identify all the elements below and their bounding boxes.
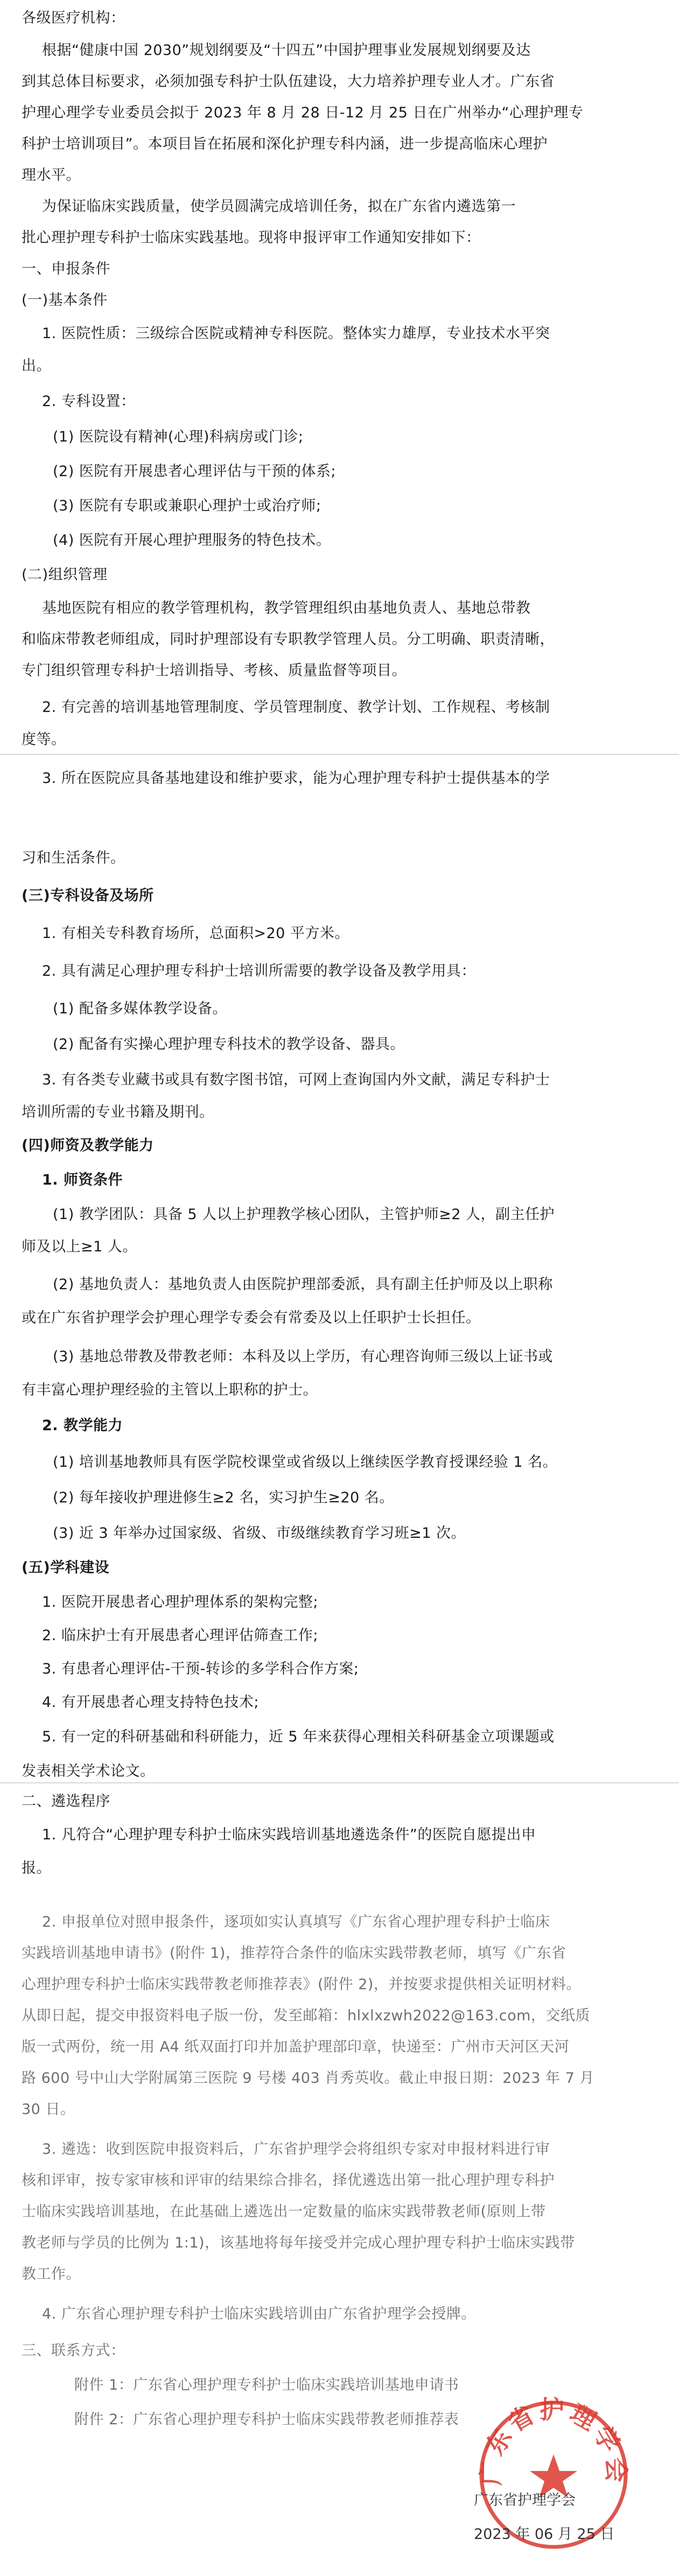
procedure-item: 士临床实践培训基地，在此基础上遴选出一定数量的临床实践带教老师(原则上带: [22, 2203, 546, 2220]
teaching-item: (1) 培训基地教师具有医学院校课堂或省级以上继续医学教育授课经验 1 名。: [53, 1454, 558, 1471]
subsection-heading: (二)组织管理: [22, 566, 108, 583]
subsection-heading: (五)学科建设: [22, 1559, 110, 1576]
teaching-item: (2) 每年接收护理进修生≥2 名，实习护生≥20 名。: [53, 1489, 394, 1506]
faculty-item: (3) 基地总带教及带教老师：本科及以上学历，有心理咨询师三级以上证书或: [53, 1348, 553, 1365]
procedure-item: 核和评审，按专家审核和评审的结果综合排名，择优遴选出第一批心理护理专科护: [22, 2172, 555, 2189]
equipment-item: 2. 具有满足心理护理专科护士培训所需要的教学设备及教学用具：: [42, 963, 476, 979]
faculty-item: 师及以上≥1 人。: [22, 1238, 137, 1255]
attachment-item: 附件 2：广东省心理护理专科护士临床实践带教老师推荐表: [74, 2411, 459, 2428]
condition-item: 2. 专科设置：: [42, 393, 136, 410]
equipment-item: (2) 配备有实操心理护理专科技术的教学设备、器具。: [53, 1036, 405, 1053]
procedure-item: 路 600 号中山大学附属第三医院 9 号楼 403 肖秀英收。截止申报日期：2023 年 7 月: [22, 2070, 594, 2087]
condition-item: (4) 医院有开展心理护理服务的特色技术。: [53, 532, 331, 549]
procedure-item: 实践培训基地申请书》(附件 1)，推荐符合条件的临床实践带教老师，填写《广东省: [22, 1945, 566, 1962]
management-item: 和临床带教老师组成，同时护理部设有专职教学管理人员。分工明确、职责清晰，: [22, 631, 555, 648]
faculty-item: (2) 基地负责人：基地负责人由医院护理部委派，具有副主任护师及以上职称: [53, 1276, 553, 1293]
intro-line: 到其总体目标要求，必须加强专科护士队伍建设，大力培养护理专业人才。广东省: [22, 73, 555, 90]
procedure-item: 版一式两份，统一用 A4 纸双面打印并加盖护理部印章，快递至：广州市天河区天河: [22, 2039, 570, 2055]
intro-line: 批心理护理专科护士临床实践基地。现将申报评审工作通知安排如下：: [22, 229, 481, 246]
equipment-item: 3. 有各类专业藏书或具有数字图书馆，可网上查询国内外文献，满足专科护士: [42, 1072, 550, 1088]
management-item: 习和生活条件。: [22, 850, 125, 866]
svg-text:广东省护理学会: 广东省护理学会: [476, 2395, 631, 2486]
subsection-heading: (一)基本条件: [22, 292, 108, 309]
faculty-item: 或在广东省护理学会护理心理学专委会有常委及以上任职护士长担任。: [22, 1310, 481, 1326]
subsub-heading: 1. 师资条件: [42, 1172, 123, 1188]
condition-item: (3) 医院有专职或兼职心理护士或治疗师;: [53, 498, 321, 514]
procedure-item: 心理护理专科护士临床实践带教老师推荐表》(附件 2)，并按要求提供相关证明材料。: [22, 1976, 581, 1993]
discipline-item: 5. 有一定的科研基础和科研能力，近 5 年来获得心理相关科研基金立项课题或: [42, 1728, 555, 1745]
condition-item: (1) 医院设有精神(心理)科病房或门诊;: [53, 429, 304, 445]
section-heading: 三、联系方式：: [22, 2342, 125, 2359]
intro-line: 理水平。: [22, 167, 81, 184]
discipline-item: 2. 临床护士有开展患者心理评估筛查工作;: [42, 1627, 318, 1644]
page-separator: [0, 1782, 679, 1783]
procedure-item: 3. 遴选：收到医院申报资料后，广东省护理学会将组织专家对申报材料进行审: [42, 2141, 550, 2158]
procedure-item: 30 日。: [22, 2101, 75, 2118]
intro-line: 根据“健康中国 2030”规划纲要及“十四五”中国护理事业发展规划纲要及达: [42, 42, 531, 59]
management-item: 3. 所在医院应具备基地建设和维护要求，能为心理护理专科护士提供基本的学: [42, 770, 550, 787]
signature-org: 广东省护理学会: [474, 2492, 576, 2509]
procedure-item: 4. 广东省心理护理专科护士临床实践培训由广东省护理学会授牌。: [42, 2306, 476, 2322]
procedure-item: 1. 凡符合“心理护理专科护士临床实践培训基地遴选条件”的医院自愿提出申: [42, 1826, 536, 1843]
attachment-item: 附件 1：广东省心理护理专科护士临床实践培训基地申请书: [74, 2377, 459, 2393]
intro-line: 为保证临床实践质量，使学员圆满完成培训任务，拟在广东省内遴选第一: [42, 198, 516, 215]
management-item: 2. 有完善的培训基地管理制度、学员管理制度、教学计划、工作规程、考核制: [42, 699, 550, 716]
intro-line: 科护士培训项目”。本项目旨在拓展和深化护理专科内涵，进一步提高临床心理护: [22, 136, 548, 152]
discipline-item: 发表相关学术论文。: [22, 1763, 155, 1780]
subsub-heading: 2. 教学能力: [42, 1417, 123, 1434]
greeting: 各级医疗机构：: [22, 10, 125, 26]
procedure-item: 2. 申报单位对照申报条件，逐项如实认真填写《广东省心理护理专科护士临床: [42, 1914, 550, 1930]
management-item: 度等。: [22, 731, 66, 748]
procedure-item: 从即日起，提交申报资料电子版一份，发至邮箱：hlxlxzwh2022@163.com，交纸质: [22, 2007, 590, 2024]
faculty-item: 有丰富心理护理经验的主管以上职称的护士。: [22, 1382, 318, 1398]
section-heading: 二、遴选程序: [22, 1793, 110, 1810]
subsection-heading: (三)专科设备及场所: [22, 887, 154, 904]
management-item: 专门组织管理专科护士培训指导、考核、质量监督等项目。: [22, 662, 407, 679]
faculty-item: (1) 教学团队：具备 5 人以上护理教学核心团队，主管护师≥2 人，副主任护: [53, 1206, 555, 1223]
equipment-item: 1. 有相关专科教育场所，总面积>20 平方米。: [42, 925, 349, 942]
equipment-item: 培训所需的专业书籍及期刊。: [22, 1104, 214, 1121]
issue-date: 2023 年 06 月 25 日: [474, 2526, 615, 2543]
teaching-item: (3) 近 3 年举办过国家级、省级、市级继续教育学习班≥1 次。: [53, 1525, 466, 1542]
condition-item: 1. 医院性质：三级综合医院或精神专科医院。整体实力雄厚，专业技术水平突: [42, 325, 550, 342]
discipline-item: 4. 有开展患者心理支持特色技术;: [42, 1694, 259, 1711]
management-item: 基地医院有相应的教学管理机构，教学管理组织由基地负责人、基地总带教: [42, 600, 531, 617]
procedure-item: 教工作。: [22, 2266, 81, 2283]
page-separator: [0, 754, 679, 755]
section-heading: 一、申报条件: [22, 261, 110, 277]
subsection-heading: (四)师资及教学能力: [22, 1137, 154, 1154]
procedure-item: 报。: [22, 1860, 51, 1877]
intro-line: 护理心理学专业委员会拟于 2023 年 8 月 28 日-12 月 25 日在广州举办“心理护理专: [22, 104, 584, 121]
procedure-item: 教老师与学员的比例为 1:1)，该基地将每年接受并完成心理护理专科护士临床实践带: [22, 2235, 575, 2251]
discipline-item: 3. 有患者心理评估-干预-转诊的多学科合作方案;: [42, 1661, 359, 1677]
discipline-item: 1. 医院开展患者心理护理体系的架构完整;: [42, 1594, 318, 1611]
condition-item: (2) 医院有开展患者心理评估与干预的体系;: [53, 463, 336, 480]
condition-item: 出。: [22, 358, 51, 374]
equipment-item: (1) 配备多媒体教学设备。: [53, 1000, 227, 1017]
